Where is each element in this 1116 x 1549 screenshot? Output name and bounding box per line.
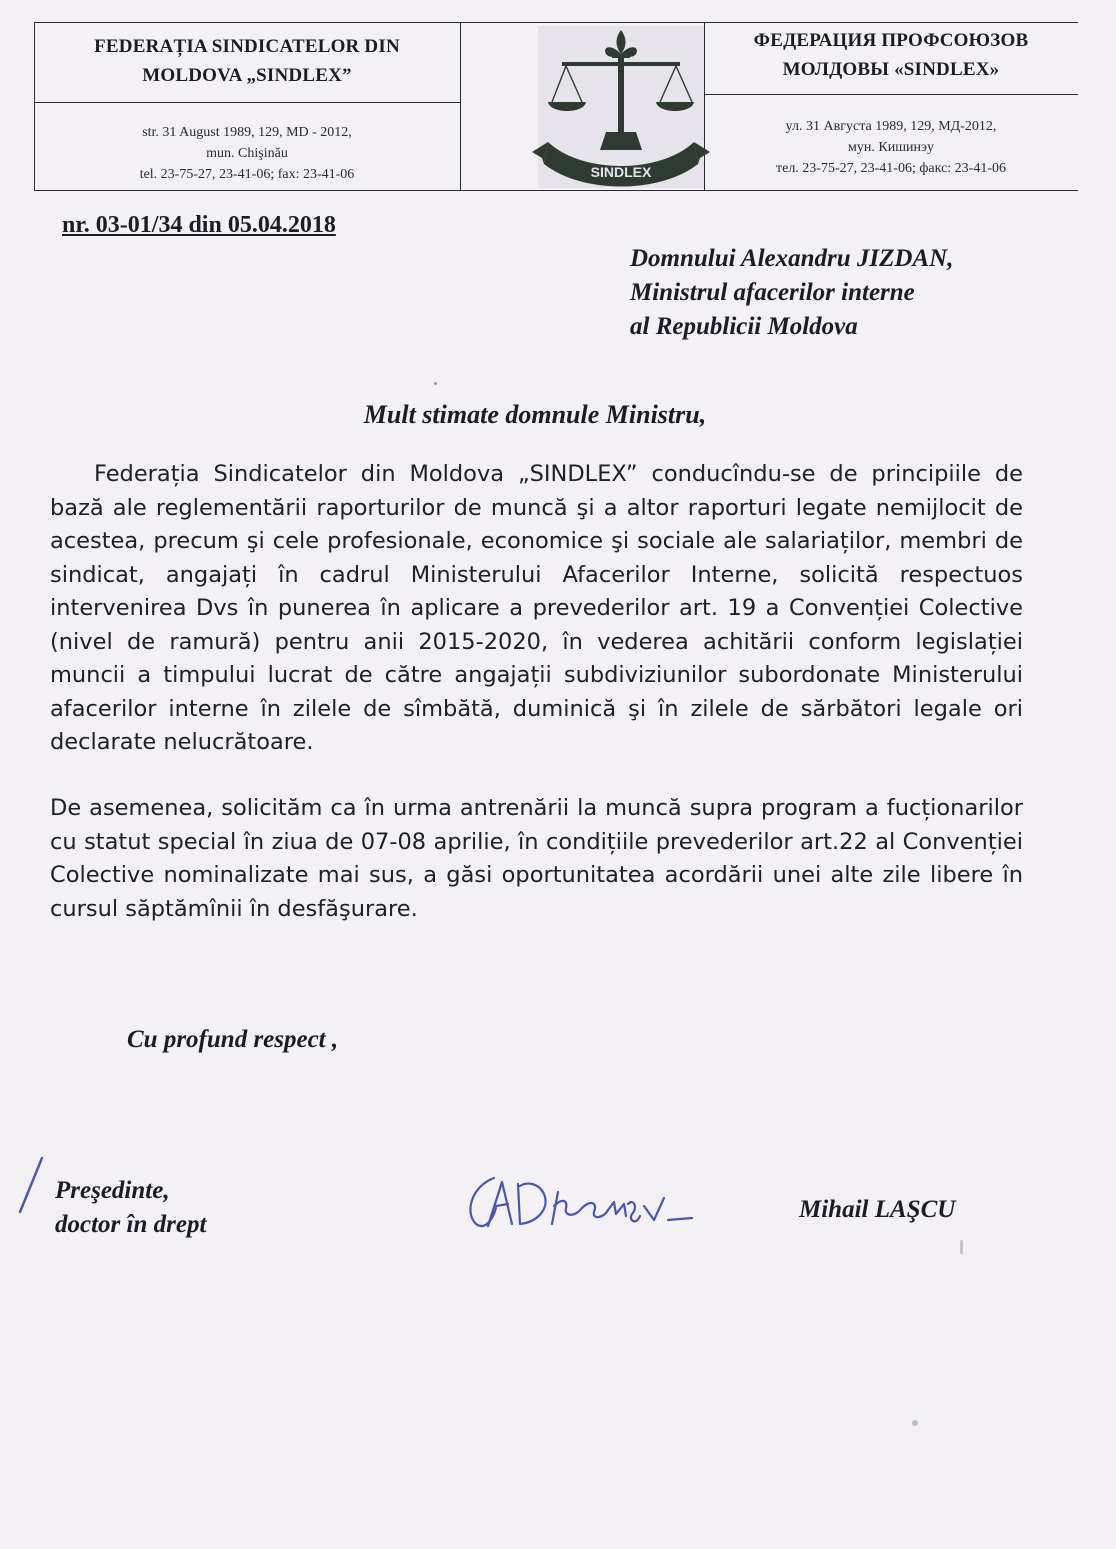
- sindlex-scales-logo: [502, 24, 740, 190]
- logo-ribbon-text: SINDLEX: [590, 164, 652, 180]
- signatory-name: Mihail LAŞCU: [799, 1196, 956, 1223]
- body-paragraph-1: Federația Sindicatelor din Moldova „SINDLEX” conducîndu-se de principiile de bază ale reglementării raporturilor de muncă şi a altor raporturi legate nemijlocit de acestea, precum şi cele profesionale, economice şi sociale ale salariaților, membri de sindicat, angajați în cadrul Ministerului Afacerilor Interne, solicită respectuos intervenirea Dvs în punerea în aplicare a prevederilor art. 19 a Convenției Colective (nivel de ramură) pentru anii 2015-2020, în vederea achitării conform legislației muncii a timpului lucrat de către angajații subdiviziunilor subordonate Ministerului afacerilor interne în zilele de sîmbătă, duminică şi în zilele de sărbători legale ori declarate nelucrătoare.: [50, 461, 1023, 755]
- org-address-ro: str. 31 August 1989, 129, MD - 2012, mun. Chişinău tel. 23-75-27, 23-41-06; fax: 23-41-06: [139, 125, 355, 182]
- recipient-block: [630, 242, 953, 344]
- signatory-title: Preşedinte, doctor în drept: [55, 1177, 207, 1238]
- handwritten-signature: [458, 1168, 698, 1238]
- body-paragraph-2: De asemenea, solicităm ca în urma antrenării la muncă supra program a fucționarilor cu statut special în ziua de 07-08 aprilie, în condițiile prevederilor art.22 al Convenției Colective nominalizate mai sus, a găsi oportunitatea acordării unei alte zile libere în cursul săptămînii în desfăşurare.: [50, 795, 1023, 922]
- salutation: Mult stimate domnule Ministru,: [363, 400, 707, 429]
- org-name-ro: FEDERAȚIA SINDICATELOR DIN MOLDOVA „SINDLEX”: [94, 36, 400, 86]
- recipient-line-3: al Republicii Moldova: [630, 313, 858, 340]
- org-name-ru: ФЕДЕРАЦИЯ ПРОФСОЮЗОВ МОЛДОВЫ «SINDLEX»: [753, 30, 1029, 80]
- closing-phrase: Cu profund respect ,: [127, 1026, 339, 1053]
- scan-speck: [912, 1420, 918, 1426]
- recipient-line-1: Domnului Alexandru JIZDAN,: [630, 245, 954, 272]
- scan-speck: [434, 382, 437, 385]
- org-address-ru: ул. 31 Августа 1989, 129, МД-2012, мун. Кишинэу тел. 23-75-27, 23-41-06; факс: 23-41-06: [775, 119, 1007, 176]
- pen-mark-slash: [12, 1154, 52, 1216]
- recipient-line-2: Ministrul afacerilor interne: [630, 279, 915, 306]
- reference-number: nr. 03-01/34 din 05.04.2018: [62, 212, 336, 238]
- scan-speck: [960, 1240, 963, 1254]
- letterhead: [34, 22, 1078, 192]
